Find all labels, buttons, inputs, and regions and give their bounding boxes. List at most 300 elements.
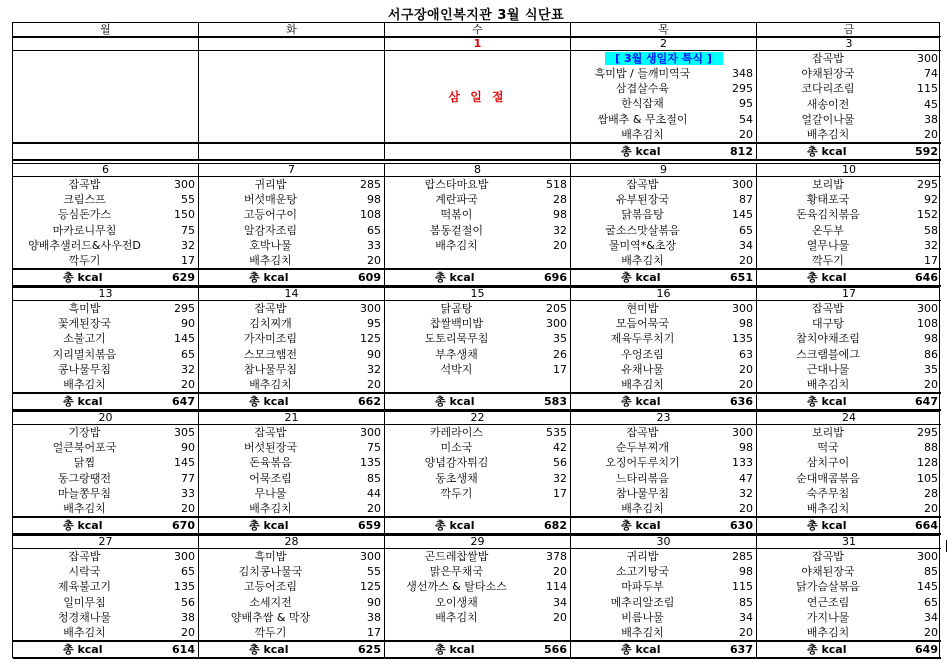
menu-item-name: 배추김치 (621, 501, 664, 515)
menu-item-kcal: 115 (917, 82, 938, 96)
menu-item-name: 새송이전 (806, 97, 850, 111)
menu-item (757, 595, 941, 610)
menu-item (385, 192, 570, 207)
menu-item-name: 석박지 (440, 362, 473, 376)
total-kcal-value: 662 (358, 395, 381, 408)
date-number: 30 (571, 535, 756, 549)
menu-item-name: 카레라이스 (429, 426, 484, 439)
menu-item-kcal: 55 (367, 565, 381, 579)
menu-item-name: 깍두기 (440, 486, 473, 500)
menu-item (13, 486, 198, 501)
total-kcal-value: 647 (915, 395, 938, 408)
menu-item-name: 고등어구이 (243, 208, 298, 222)
total-kcal-label: 총 kcal (621, 271, 661, 284)
total-kcal-value: 646 (915, 271, 938, 284)
menu-item-kcal: 300 (360, 550, 381, 563)
menu-item (571, 440, 756, 455)
menu-item (385, 455, 570, 470)
menu-item-kcal: 145 (174, 332, 195, 346)
menu-item-kcal: 300 (732, 178, 753, 191)
menu-item-name: 배추김치 (435, 238, 478, 252)
menu-item (757, 238, 941, 253)
menu-item (13, 579, 198, 594)
menu-item (571, 501, 756, 516)
menu-item-name: 도토리묵무침 (424, 332, 489, 346)
date-number: 2 (571, 37, 756, 51)
menu-item-kcal: 34 (553, 595, 567, 609)
date-number: 22 (385, 411, 570, 425)
total-kcal-row (385, 142, 571, 161)
total-kcal-row (199, 516, 385, 535)
menu-item (385, 549, 570, 564)
menu-item (199, 625, 384, 640)
total-kcal-value: 696 (544, 271, 567, 284)
total-kcal-label: 총 kcal (807, 271, 847, 284)
menu-item-name: 배추김치 (621, 127, 664, 141)
day-cell (757, 287, 941, 392)
menu-item (571, 610, 756, 625)
menu-item-kcal: 133 (732, 456, 753, 470)
menu-item-kcal: 20 (367, 377, 381, 391)
menu-item (757, 501, 941, 516)
menu-item-name: 굴소스맛살볶음 (605, 223, 680, 237)
menu-item (13, 549, 198, 564)
menu-item-name: 배추김치 (806, 377, 850, 391)
total-kcal-row (571, 640, 757, 659)
menu-item-kcal: 65 (924, 595, 938, 609)
menu-item-name: 깍두기 (812, 253, 844, 267)
menu-item-kcal: 285 (360, 178, 381, 191)
date-number: 14 (199, 287, 384, 301)
menu-item-kcal: 300 (360, 426, 381, 439)
menu-item-name: 잡곡밥 (254, 426, 287, 439)
day-cell (757, 535, 941, 640)
menu-item (13, 564, 198, 579)
menu-item-name: 배추김치 (806, 501, 850, 515)
total-kcal-label: 총 kcal (435, 643, 475, 656)
menu-item (571, 347, 756, 362)
menu-item-name: 배추김치 (621, 253, 664, 267)
menu-item-kcal: 56 (181, 595, 195, 609)
menu-item (571, 549, 756, 564)
menu-item (757, 81, 941, 96)
day-cell (199, 411, 385, 516)
menu-item (13, 177, 198, 192)
total-kcal-label: 총 kcal (249, 395, 289, 408)
menu-item (199, 223, 384, 238)
menu-item-name: 배추김치 (249, 501, 292, 515)
day-cell (385, 287, 571, 392)
menu-item (757, 625, 941, 640)
total-kcal-label: 총 kcal (435, 519, 475, 532)
total-kcal-row (13, 142, 199, 161)
menu-item-name: 귀리밥 (254, 178, 287, 191)
date-number: 23 (571, 411, 756, 425)
menu-item-name: 쌈배추 & 무초절이 (597, 112, 688, 126)
total-kcal-label: 총 kcal (63, 519, 103, 532)
menu-item-name: 콩나물무침 (57, 362, 112, 376)
menu-item-name: 배추김치 (806, 127, 850, 141)
menu-item-name: 가자미조림 (243, 332, 298, 346)
total-kcal-label: 총 kcal (63, 395, 103, 408)
menu-item-kcal: 20 (739, 501, 753, 515)
menu-item-name: 양배추샐러드&사우전D (28, 238, 141, 252)
menu-item-kcal: 20 (181, 377, 195, 391)
menu-item (757, 579, 941, 594)
menu-item-kcal: 17 (924, 253, 938, 267)
menu-item (757, 207, 941, 222)
menu-item-name: 동초생채 (435, 471, 478, 485)
date-number: 29 (385, 535, 570, 549)
total-kcal-row (571, 142, 757, 161)
menu-item-kcal: 378 (546, 550, 567, 563)
menu-item-kcal: 54 (739, 112, 753, 126)
menu-item-kcal: 295 (732, 82, 753, 96)
menu-item-name: 비름나물 (621, 610, 664, 624)
menu-item-name: 순두부찌개 (615, 441, 670, 455)
menu-item-kcal: 90 (181, 317, 195, 331)
menu-item (13, 501, 198, 516)
menu-item-name: 흑미밥 (254, 550, 287, 563)
total-kcal-label: 총 kcal (63, 271, 103, 284)
week-separator (13, 287, 939, 288)
menu-item-name: 무나물 (254, 486, 287, 500)
total-kcal-label: 총 kcal (621, 519, 661, 532)
menu-item-name: 온두부 (812, 223, 844, 237)
menu-item-name: 김치찌개 (249, 317, 292, 331)
total-kcal-label: 총 kcal (63, 643, 103, 656)
menu-item-kcal: 20 (553, 238, 567, 252)
menu-item-kcal: 98 (739, 441, 753, 455)
page-title: 서구장애인복지관 3월 식단표 (387, 8, 565, 23)
menu-item-kcal: 20 (553, 610, 567, 624)
menu-item-name: 근대나물 (806, 362, 850, 376)
day-cell (199, 287, 385, 392)
menu-item-kcal: 300 (917, 302, 938, 315)
menu-item-name: 떡볶이 (440, 208, 473, 222)
menu-item (757, 253, 941, 268)
total-kcal-value: 566 (544, 643, 567, 656)
menu-item-kcal: 20 (367, 501, 381, 515)
menu-item-kcal: 135 (174, 580, 195, 594)
menu-item-name: 흑미밥 / 들깨미역국 (594, 67, 691, 80)
menu-item-name: 마카로니무침 (52, 223, 117, 237)
menu-item (757, 301, 941, 316)
total-kcal-value: 614 (172, 643, 195, 656)
menu-item-name: 호박나물 (249, 238, 292, 252)
menu-item-kcal: 32 (739, 486, 753, 500)
day-cell (385, 535, 571, 640)
menu-item (13, 595, 198, 610)
menu-item-kcal: 74 (924, 67, 938, 81)
menu-item (757, 127, 941, 142)
menu-item-kcal: 90 (367, 347, 381, 361)
menu-item-kcal: 32 (367, 362, 381, 376)
day-cell (13, 411, 199, 516)
menu-item (385, 425, 570, 440)
menu-item-name: 순대매콤볶음 (796, 471, 860, 485)
menu-item-kcal: 86 (924, 347, 938, 361)
menu-item-kcal: 20 (739, 127, 753, 141)
menu-item-kcal: 145 (917, 580, 938, 594)
menu-item-name: 랍스타마요밥 (424, 178, 489, 191)
menu-item (199, 579, 384, 594)
menu-item (571, 177, 756, 192)
menu-item-name: 곤드레찹쌀밥 (424, 550, 489, 563)
menu-item-name: 부추생채 (435, 347, 478, 361)
date-number: 17 (757, 287, 941, 301)
menu-item-kcal: 20 (367, 253, 381, 267)
menu-item-kcal: 20 (181, 501, 195, 515)
total-kcal-value: 583 (544, 395, 567, 408)
menu-item-name: 연근조림 (806, 595, 850, 609)
menu-item-name: 삼치구이 (806, 456, 850, 470)
menu-item-name: 얼큰북어포국 (52, 441, 117, 455)
menu-item (385, 579, 570, 594)
menu-item (385, 610, 570, 625)
menu-item-name: 대구탕 (812, 317, 844, 331)
menu-item-kcal: 38 (181, 610, 195, 624)
menu-item-kcal: 58 (924, 223, 938, 237)
menu-item-name: 배추김치 (621, 377, 664, 391)
menu-item-kcal: 128 (917, 456, 938, 470)
menu-item (385, 347, 570, 362)
total-kcal-row (199, 640, 385, 659)
date-number: 15 (385, 287, 570, 301)
total-kcal-label: 총 kcal (435, 395, 475, 408)
menu-item (199, 207, 384, 222)
date-number: 6 (13, 163, 198, 177)
menu-item-kcal: 32 (553, 471, 567, 485)
meal-calendar-table (12, 22, 940, 658)
total-kcal-row (757, 268, 941, 287)
menu-item-name: 야채된장국 (801, 565, 855, 579)
menu-item-name: 청경채나물 (57, 610, 112, 624)
menu-item-kcal: 295 (917, 178, 938, 191)
week-separator (13, 37, 939, 38)
menu-item-kcal: 17 (181, 253, 195, 267)
menu-item (13, 610, 198, 625)
menu-item-name: 소불고기 (63, 332, 106, 346)
menu-item (571, 301, 756, 316)
menu-item (199, 595, 384, 610)
menu-item (571, 425, 756, 440)
day-cell (757, 163, 941, 268)
menu-item-name: 삼겹살수육 (615, 82, 670, 96)
menu-item (13, 238, 198, 253)
menu-item (385, 440, 570, 455)
menu-item (571, 564, 756, 579)
menu-item-kcal: 32 (553, 223, 567, 237)
week-separator (13, 411, 939, 412)
menu-item-kcal: 20 (553, 565, 567, 579)
menu-item (571, 455, 756, 470)
menu-item-name: 등심돈가스 (57, 208, 112, 222)
menu-item-kcal: 35 (924, 362, 938, 376)
total-kcal-row (571, 268, 757, 287)
menu-item (571, 486, 756, 501)
total-kcal-value: 630 (730, 519, 753, 532)
menu-item-kcal: 98 (553, 208, 567, 222)
menu-item-kcal: 32 (181, 362, 195, 376)
menu-item-kcal: 108 (917, 317, 938, 331)
menu-item (571, 96, 756, 111)
menu-item (757, 66, 941, 81)
holiday-label: 삼 일 절 (448, 90, 507, 104)
total-kcal-value: 659 (358, 519, 381, 532)
menu-item-name: 숙주무침 (806, 486, 850, 500)
menu-item-kcal: 38 (367, 610, 381, 624)
menu-item (13, 455, 198, 470)
menu-item-name: 닭볶음탕 (621, 208, 664, 222)
menu-item-kcal: 26 (553, 347, 567, 361)
menu-item (199, 301, 384, 316)
menu-item-name: 계란파국 (435, 193, 478, 207)
menu-item-name: 어묵조림 (249, 471, 292, 485)
menu-item (757, 316, 941, 331)
menu-item-kcal: 535 (546, 426, 567, 439)
menu-item-name: 느타리볶음 (615, 471, 670, 485)
total-kcal-label: 총 kcal (807, 643, 847, 656)
menu-item-name: 마늘쫑무침 (57, 486, 112, 500)
menu-item-name: 배추김치 (621, 625, 664, 639)
menu-item (757, 486, 941, 501)
menu-item-name: 가지나물 (806, 610, 850, 624)
menu-item-kcal: 63 (739, 347, 753, 361)
menu-item-name: 황태포국 (806, 193, 850, 207)
menu-item-name: 배추김치 (63, 377, 106, 391)
menu-item-kcal: 135 (360, 456, 381, 470)
menu-item-kcal: 85 (924, 565, 938, 579)
menu-item (385, 238, 570, 253)
menu-item-name: 배추김치 (249, 377, 292, 391)
menu-item-kcal: 300 (732, 426, 753, 439)
menu-item (757, 112, 941, 127)
day-cell (13, 287, 199, 392)
menu-item-name: 우엉조림 (621, 347, 664, 361)
menu-item (571, 253, 756, 268)
weekday-header: 월 (13, 23, 199, 37)
menu-item-kcal: 75 (367, 441, 381, 455)
total-kcal-value: 629 (172, 271, 195, 284)
total-kcal-label: 총 kcal (249, 271, 289, 284)
date-number: 13 (13, 287, 198, 301)
menu-item-name: 스크램블에그 (796, 347, 860, 361)
menu-item (199, 253, 384, 268)
menu-item (571, 471, 756, 486)
total-kcal-row (571, 516, 757, 535)
menu-item-name: 참나물무침 (243, 362, 298, 376)
menu-item-name: 양념감자튀김 (424, 456, 489, 470)
menu-item-name: 미소국 (440, 441, 473, 455)
menu-item-kcal: 75 (181, 223, 195, 237)
menu-item-kcal: 150 (174, 208, 195, 222)
menu-item-kcal: 65 (181, 347, 195, 361)
menu-item-name: 잡곡밥 (626, 178, 659, 191)
date-number: 8 (385, 163, 570, 177)
date-number (13, 37, 198, 51)
date-number: 16 (571, 287, 756, 301)
menu-item-kcal: 32 (924, 238, 938, 252)
menu-item-name: 오이생채 (435, 595, 478, 609)
date-number (199, 37, 384, 51)
special-menu-banner: [ 3월 생일자 특식 ] (605, 52, 723, 65)
menu-item (757, 549, 941, 564)
menu-item-kcal: 34 (924, 610, 938, 624)
menu-item-name: 물미역*&초장 (608, 238, 677, 252)
total-kcal-row (13, 392, 199, 411)
menu-item (757, 471, 941, 486)
date-number: 7 (199, 163, 384, 177)
menu-item (571, 112, 756, 127)
total-kcal-row (757, 516, 941, 535)
menu-item-name: 귀리밥 (626, 550, 659, 563)
menu-item-name: 현미밥 (626, 302, 659, 315)
total-kcal-row (199, 142, 385, 161)
menu-item (571, 66, 756, 81)
menu-item (199, 347, 384, 362)
total-kcal-label: 총 kcal (807, 145, 847, 158)
menu-item-kcal: 38 (924, 112, 938, 126)
menu-item (13, 223, 198, 238)
menu-item-kcal: 95 (739, 97, 753, 111)
menu-item-name: 고등어조림 (243, 580, 298, 594)
menu-item-name: 배추김치 (63, 501, 106, 515)
menu-item (199, 316, 384, 331)
menu-item-name: 맑은무채국 (429, 565, 484, 579)
menu-item (571, 316, 756, 331)
menu-item-kcal: 20 (739, 253, 753, 267)
total-kcal-value: 812 (730, 145, 753, 158)
total-kcal-value: 647 (172, 395, 195, 408)
menu-item-name: 유채나물 (621, 362, 664, 376)
menu-item-kcal: 17 (553, 486, 567, 500)
menu-item-name: 잡곡밥 (68, 178, 101, 191)
menu-item-kcal: 300 (732, 302, 753, 315)
menu-item (13, 207, 198, 222)
menu-item-kcal: 47 (739, 471, 753, 485)
menu-item-kcal: 65 (367, 223, 381, 237)
total-kcal-row (199, 268, 385, 287)
menu-item-name: 닭곰탕 (440, 302, 473, 315)
menu-item-name: 깍두기 (254, 625, 287, 639)
menu-item-name: 찹쌀백미밥 (429, 317, 484, 331)
menu-item-kcal: 44 (367, 486, 381, 500)
menu-item (199, 471, 384, 486)
menu-item-name: 떡국 (817, 441, 839, 455)
menu-item-kcal: 17 (553, 362, 567, 376)
menu-item (757, 347, 941, 362)
menu-item-name: 닭가슴살볶음 (796, 580, 860, 594)
menu-item-kcal: 90 (367, 595, 381, 609)
total-kcal-row (757, 392, 941, 411)
menu-item-kcal: 17 (367, 625, 381, 639)
weekday-header: 화 (199, 23, 385, 37)
menu-item (199, 610, 384, 625)
menu-item-kcal: 114 (546, 580, 567, 594)
total-kcal-value: 609 (358, 271, 381, 284)
menu-item (385, 486, 570, 501)
total-kcal-value: 636 (730, 395, 753, 408)
menu-item-kcal: 115 (732, 580, 753, 594)
menu-item (757, 51, 941, 66)
menu-item (571, 362, 756, 377)
menu-item (571, 331, 756, 346)
menu-item-name: 보리밥 (812, 178, 844, 191)
menu-item (199, 486, 384, 501)
menu-item-kcal: 20 (924, 127, 938, 141)
menu-item-kcal: 285 (732, 550, 753, 563)
